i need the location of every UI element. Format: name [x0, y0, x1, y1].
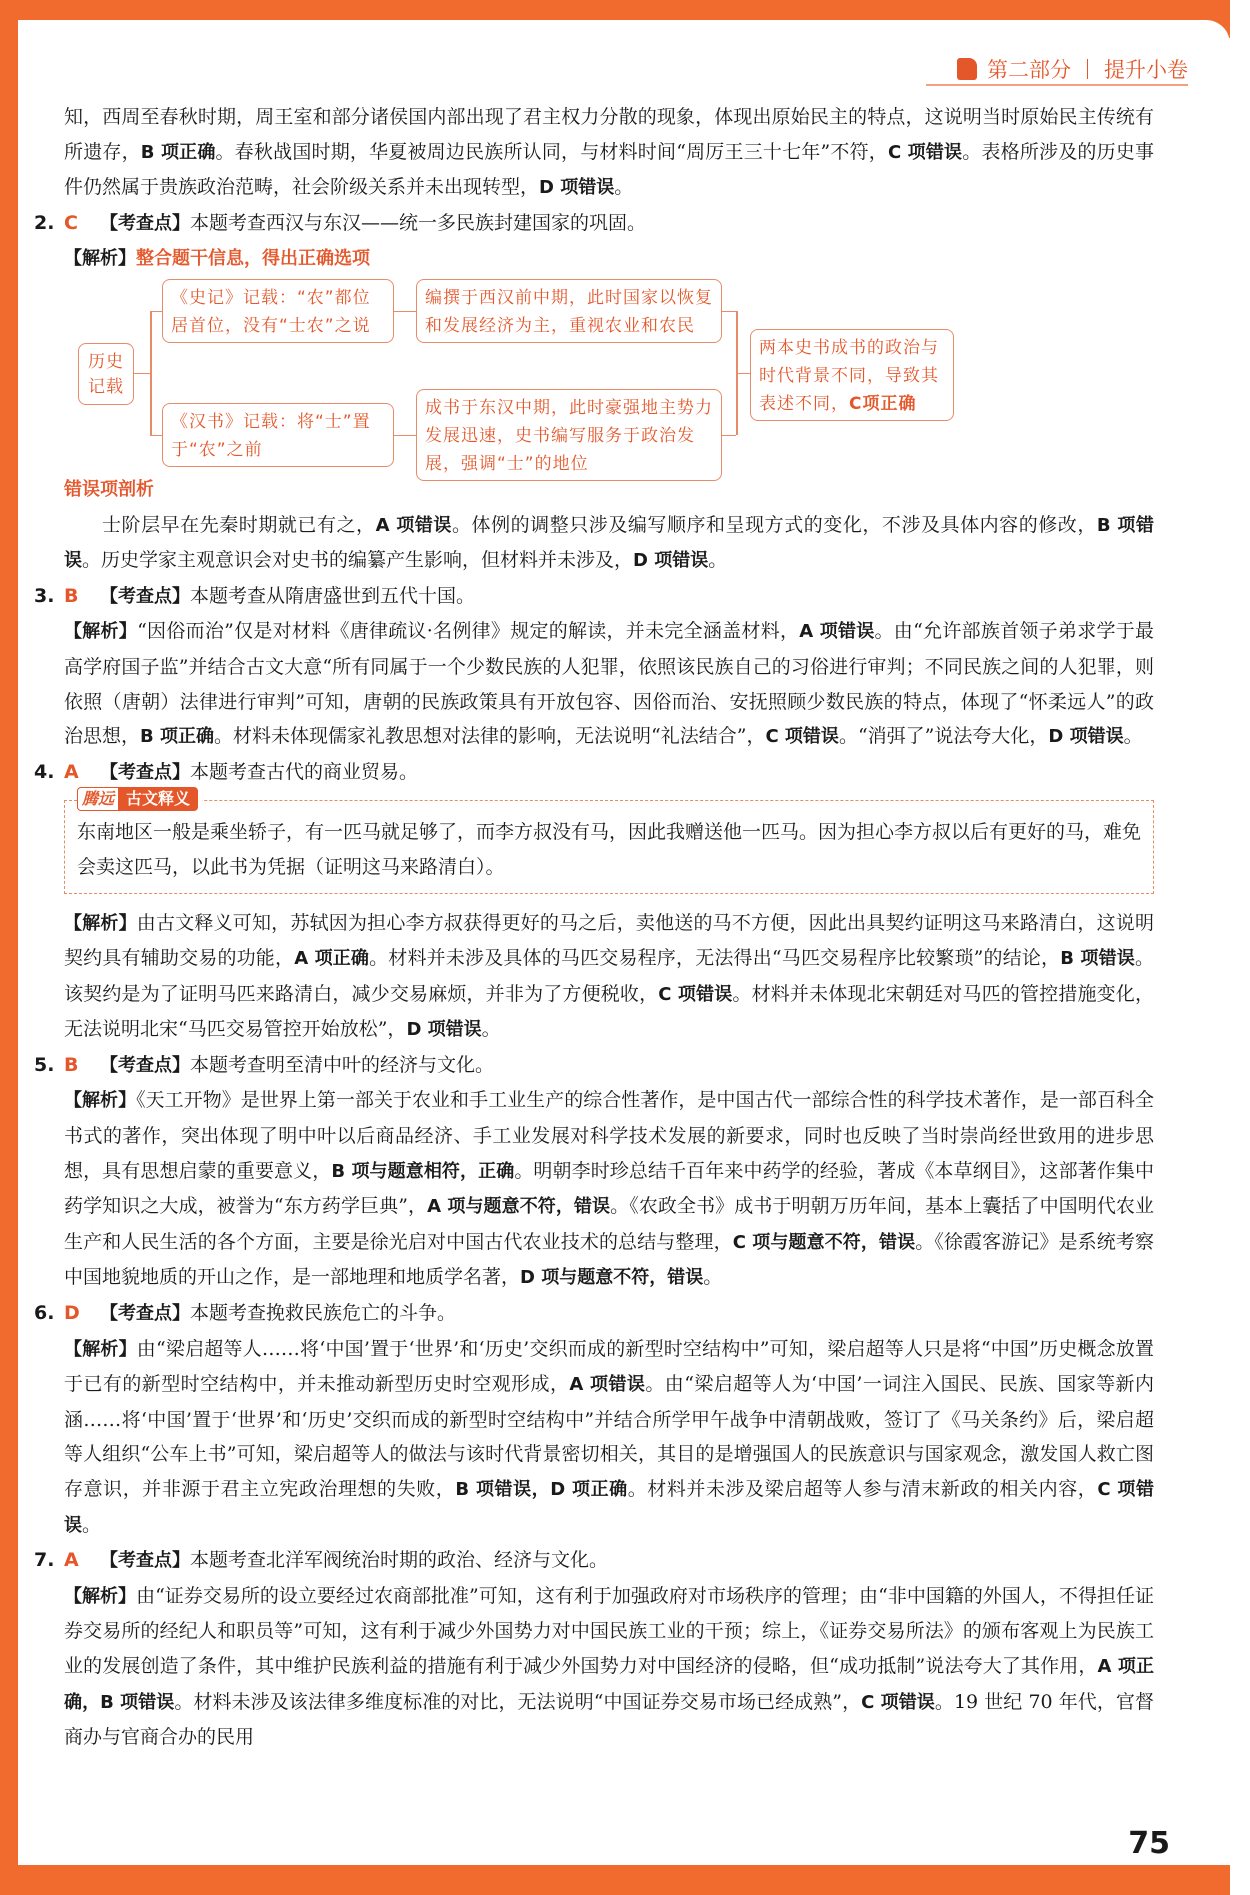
intro-paragraph: 知，西周至春秋时期，周王室和部分诸侯国内部出现了君主权力分散的现象，体现出原始民主的特点，这说明当时原始民主传统有所遗存，B 项正确。春秋战国时期，华夏被周边民族所认同，与材料时间“周厉王三十七年”不符，C 项错误。表格所涉及的历史事件仍然属于贵族政治范畴，社会阶级关系并未出现转型，D 项错误。 — [64, 106, 1154, 199]
point-text: 本题考查古代的商业贸易。 — [190, 760, 419, 783]
question-number: 2. — [34, 211, 55, 234]
point-text: 本题考查明至清中叶的经济与文化。 — [190, 1053, 495, 1076]
question-3-header — [34, 579, 1154, 615]
answer-letter: A — [64, 760, 79, 783]
question-3-analysis: 【解析】“因俗而治”仅是对材料《唐律疏议·名例律》规定的解读，并未完全涵盖材料，A 项错误。由“允许部族首领子弟求学于最高学府国子监”并结合古文大意“所有同属于一个少数民族的人犯罪，依照该民族自己的习俗进行审判；不同民族之间的人犯罪，则依照（唐朝）法律进行审判”可知，唐朝的民族政策具有开放包容、因俗而治、安抚照顾少数民族的特点，体现了“怀柔远人”的政治思想，B 项正确。材料未体现儒家礼教思想对法律的影响，无法说明“礼法结合”，C 项错误。“消弭了”说法夸大化，D 项错误。 — [64, 620, 1155, 748]
page-header — [957, 54, 1188, 84]
point-text: 本题考查挽救民族危亡的斗争。 — [190, 1302, 457, 1325]
connector — [722, 435, 736, 437]
connector — [150, 311, 152, 435]
point-tag: 【考查点】 — [100, 1054, 190, 1076]
diagram-node-b2: 成书于东汉中期，此时豪强地主势力发展迅速，史书编写服务于政治发展，强调“士”的地位 — [416, 389, 722, 481]
question-5-header — [34, 1048, 1154, 1084]
connector — [134, 373, 150, 375]
connector — [394, 435, 416, 437]
point-text: 本题考查西汉与东汉——统一多民族封建国家的巩固。 — [190, 211, 647, 234]
question-number: 4. — [34, 760, 55, 783]
question-6-header — [34, 1296, 1154, 1332]
point-tag: 【考查点】 — [100, 585, 190, 607]
header-section: 提升小卷 — [1104, 58, 1188, 82]
connector — [150, 435, 162, 437]
question-7-header — [34, 1543, 1154, 1579]
connector — [150, 311, 162, 313]
page-border-left — [0, 0, 18, 1895]
question-4-header — [34, 755, 1154, 791]
connector — [394, 311, 416, 313]
flag-icon — [957, 58, 977, 80]
question-7-analysis: 【解析】由“证券交易所的设立要经过农商部批准”可知，这有利于加强政府对市场秩序的管理；由“非中国籍的外国人，不得担任证券交易所的经纪人和职员等”可知，这有利于减少外国势力对中国民族工业的干预；综上，《证券交易所法》的颁布客观上为民族工业的发展创造了条件，其中维护民族利益的措施有利于减少外国势力对中国经济的侵略，但“成功抵制”说法夸大了其作用，A 项正确，B 项错误。材料未涉及该法律多维度标准的对比，无法说明“中国证券交易市场已经成熟”，C 项错误。19 世纪 70 年代，官督商办与官商合办的民用 — [64, 1584, 1154, 1749]
question-2-header — [34, 206, 1154, 242]
answer-letter: A — [64, 1549, 79, 1572]
diagram-node-a2: 编撰于西汉前中期，此时国家以恢复和发展经济为主，重视农业和农民 — [416, 279, 722, 343]
translation-text: 东南地区一般是乘坐轿子，有一匹马就足够了，而李方叔没有马，因此我赠送他一匹马。因为担心李方叔以后有更好的马，难免会卖这匹马，以此书为凭据（证明这马来路清白）。 — [77, 821, 1142, 878]
point-text: 本题考查从隋唐盛世到五代十国。 — [190, 584, 476, 607]
question-number: 6. — [34, 1302, 55, 1325]
page-margin-right — [1230, 0, 1250, 1895]
connector — [722, 311, 736, 313]
translation-label: 古文释义 — [118, 787, 198, 811]
translation-tag — [77, 787, 202, 811]
answer-letter: B — [64, 584, 79, 607]
point-text: 本题考查北洋军阀统治时期的政治、经济与文化。 — [190, 1549, 609, 1572]
header-underline — [926, 84, 1188, 86]
question-number: 7. — [34, 1549, 55, 1572]
question-number: 3. — [34, 584, 55, 607]
point-tag: 【考查点】 — [100, 1550, 190, 1572]
question-4-analysis: 【解析】由古文释义可知，苏轼因为担心李方叔获得更好的马之后，卖他送的马不方便，因此出具契约证明这马来路清白，这说明契约具有辅助交易的功能，A 项正确。材料并未涉及具体的马匹交易程序，无法得出“马匹交易程序比较繁琐”的结论，B 项错误。该契约是为了证明马匹来路清白，减少交易麻烦，并非为了方便税收，C 项错误。材料并未体现北宋朝廷对马匹的管控措施变化，无法说明北宋“马匹交易管控开始放松”，D 项错误。 — [64, 911, 1154, 1041]
question-2-analysis-title: 【解析】整合题干信息，得出正确选项 — [64, 248, 370, 270]
error-analysis-title: 错误项剖析 — [64, 478, 154, 500]
question-5-analysis: 【解析】《天工开物》是世界上第一部关于农业和手工业生产的综合性著作，是中国古代一部综合性的科学技术著作，是一部百科全书式的著作，突出体现了明中叶以后商品经济、手工业发展对科学技术发展的新要求，同时也反映了当时崇尚经世致用的进步思想，具有思想启蒙的重要意义，B 项与题意相符，正确。明朝李时珍总结千百年来中药学的经验，著成《本草纲目》，这部著作集中药学知识之大成，被誉为“东方药学巨典”，A 项与题意不符，错误。《农政全书》成书于明朝万历年间，基本上囊括了中国明代农业生产和人民生活的各个方面，主要是徐光启对中国古代农业技术的总结与整理，C 项与题意不符，错误。《徐霞客游记》是系统考察中国地貌地质的开山之作，是一部地理和地质学名著，D 项与题意不符，错误。 — [64, 1089, 1154, 1289]
answer-content — [34, 100, 1155, 1755]
diagram-root: 历史记载 — [78, 343, 134, 405]
question-6-analysis: 【解析】由“梁启超等人……将‘中国’置于‘世界’和‘历史’交织而成的新型时空结构中”可知，梁启超等人只是将“中国”历史概念放置于已有的新型时空结构中，并未推动新型历史时空观形成，A 项错误。由“梁启超等人为‘中国’一词注入国民、民族、国家等新内涵……将‘中国’置于‘世界’和‘历史’交织而成的新型时空结构中”并结合所学甲午战争中清朝战败，签订了《马关条约》后，梁启超等人组织“公车上书”可知，梁启超等人的做法与该时代背景密切相关，其目的是增强国人的民族意识与国家观念，激发国人救亡图存意识，并非源于君主立宪政治理想的失败，B 项错误，D 项正确。材料并未涉及梁启超等人参与清末新政的相关内容，C 项错误。 — [64, 1337, 1155, 1536]
page-border-bottom — [0, 1865, 1250, 1895]
question-number: 5. — [34, 1053, 55, 1076]
answer-letter: C — [64, 211, 78, 234]
connector — [736, 373, 750, 375]
point-tag: 【考查点】 — [100, 761, 190, 783]
point-tag: 【考查点】 — [100, 1303, 190, 1325]
question-2-error-analysis: 士阶层早在先秦时期就已有之，A 项错误。体例的调整只涉及编写顺序和呈现方式的变化，不涉及具体内容的修改，B 项错误。历史学家主观意识会对史书的编纂产生影响，但材料并未涉及，D 项错误。 — [64, 513, 1154, 572]
header-part: 第二部分 — [987, 58, 1071, 82]
point-tag: 【考查点】 — [100, 212, 190, 234]
reasoning-diagram — [64, 279, 1154, 474]
diagram-node-a1: 《史记》记载：“农”都位居首位，没有“士农”之说 — [162, 279, 394, 343]
answer-letter: D — [64, 1302, 80, 1325]
classical-translation-box — [64, 789, 1154, 893]
diagram-node-b1: 《汉书》记载：将“士”置于“农”之前 — [162, 403, 394, 467]
page-number: 75 — [1128, 1826, 1170, 1861]
header-divider — [1087, 59, 1088, 79]
brand-tag: 腾远 — [77, 787, 118, 811]
answer-letter: B — [64, 1053, 79, 1076]
diagram-conclusion: 两本史书成书的政治与时代背景不同，导致其表述不同，C项正确 — [750, 329, 954, 421]
